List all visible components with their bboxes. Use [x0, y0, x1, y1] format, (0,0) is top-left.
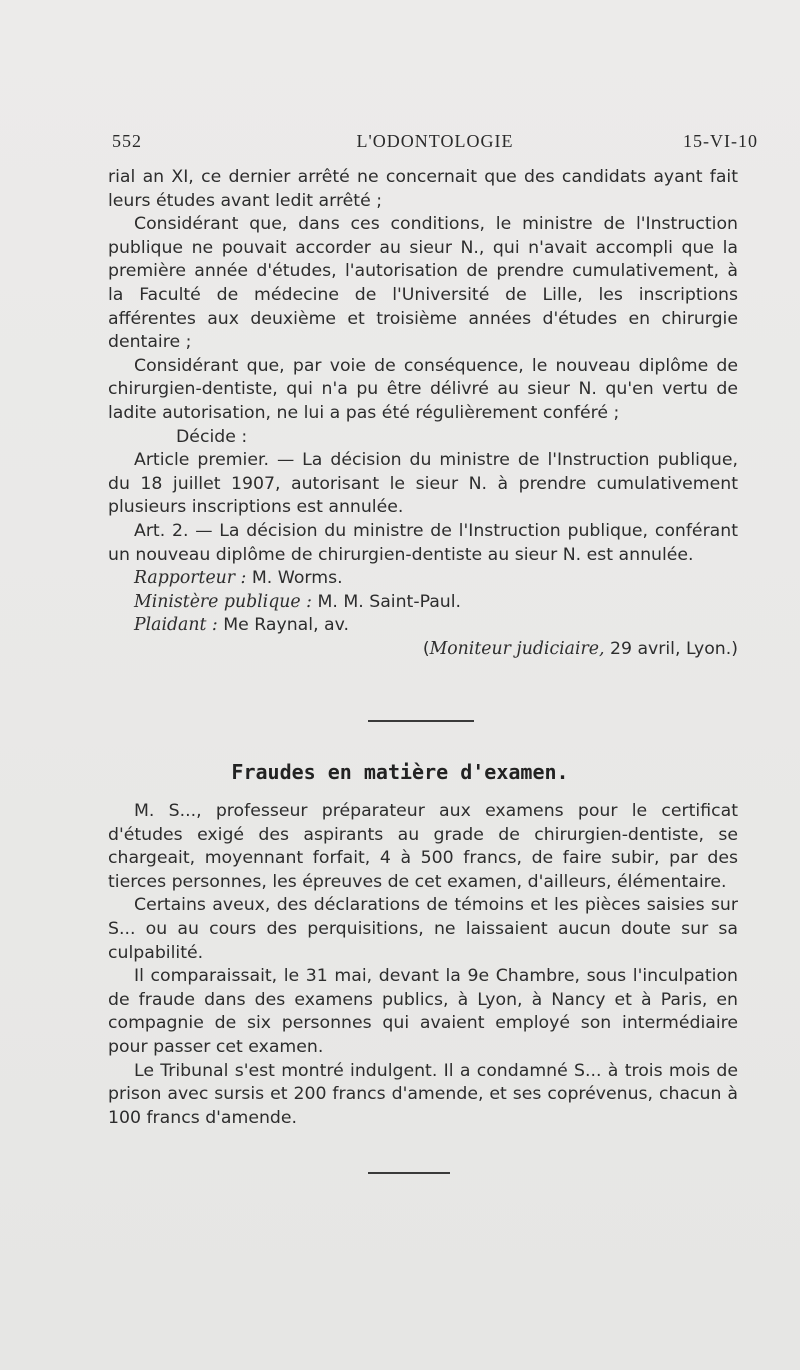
citation-source: Moniteur judiciaire,: [429, 638, 605, 659]
plaidant-label: Plaidant :: [134, 615, 218, 636]
paragraph: Certains aveux, des déclarations de témoins et les pièces saisies sur S... ou au cours des perquisitions, ne laissaient aucun doute sur sa culpabilité.: [108, 895, 738, 963]
rapporteur-value: M. Worms.: [251, 568, 343, 589]
ministere-line: [108, 591, 738, 615]
paragraph: Il comparaissait, le 31 mai, devant la 9e Chambre, sous l'inculpation de fraude dans des examens publics, à Lyon, à Nancy et à Paris, en compagnie de six personnes qui avaient employé son intermédiaire pour passer cet examen.: [108, 966, 738, 1057]
plaidant-line: [108, 614, 738, 638]
rapporteur-label: Rapporteur :: [134, 568, 247, 589]
paragraph: Considérant que, dans ces conditions, le ministre de l'Instruction publique ne pouvait accorder au sieur N., qui n'avait accompli que la première année d'études, l'autorisation de prendre cumulativement, à la Faculté de médecine de l'Université de Lille, les inscriptions afférentes aux deuxième et troisième années d'études en chirurgie dentaire ;: [108, 214, 738, 353]
paragraph: M. S..., professeur préparateur aux examens pour le certificat d'études exigé des aspirants au grade de chirurgien-dentiste, se chargeait, moyennant forfait, 4 à 500 francs, de faire subir, par des tierces personnes, les épreuves de cet examen, d'ailleurs, élémentaire.: [108, 801, 738, 892]
running-header: [112, 131, 758, 155]
plaidant-value: Me Raynal, av.: [223, 615, 350, 636]
paragraph: Le Tribunal s'est montré indulgent. Il a condamné S... à trois mois de prison avec sursis et 200 francs d'amende, et ses coprévenus, chacun à 100 francs d'amende.: [108, 1060, 738, 1128]
issue-date: 15-VI-10: [683, 131, 758, 151]
section-text: [108, 800, 738, 1130]
citation-rest: 29 avril, Lyon.: [609, 638, 732, 659]
article-2: Art. 2. — La décision du ministre de l'Instruction publique, conférant un nouveau diplôme de chirurgien-dentiste au sieur N. est annulée.: [108, 520, 738, 565]
paragraph: Considérant que, par voie de conséquence, le nouveau diplôme de chirurgien-dentiste, qui n'a pu être délivré au sieur N. qu'en vertu de ladite autorisation, ne lui a pas été régulièrement conféré ;: [108, 355, 738, 423]
article-1: Article premier. — La décision du ministre de l'Instruction publique, du 18 juillet 1907, autorisant le sieur N. à prendre cumulativement plusieurs inscriptions est annulée.: [108, 450, 738, 518]
section-title: Fraudes en matière d'examen.: [231, 760, 569, 784]
citation: (Moniteur judiciaire, 29 avril, Lyon.): [422, 638, 738, 659]
rapporteur-line: [108, 567, 738, 591]
paragraph: rial an XI, ce dernier arrêté ne concernait que des candidats ayant fait leurs études avant ledit arrêté ;: [108, 167, 738, 211]
decision-text: [108, 166, 738, 661]
separator-rule: [368, 720, 474, 722]
page-number: 552: [112, 131, 142, 151]
ministere-label: Ministère publique :: [134, 591, 312, 612]
ministere-value: M. M. Saint-Paul.: [317, 591, 462, 612]
journal-title: L'ODONTOLOGIE: [356, 131, 514, 151]
decide-heading: Décide :: [176, 426, 248, 447]
end-rule: [368, 1172, 450, 1174]
